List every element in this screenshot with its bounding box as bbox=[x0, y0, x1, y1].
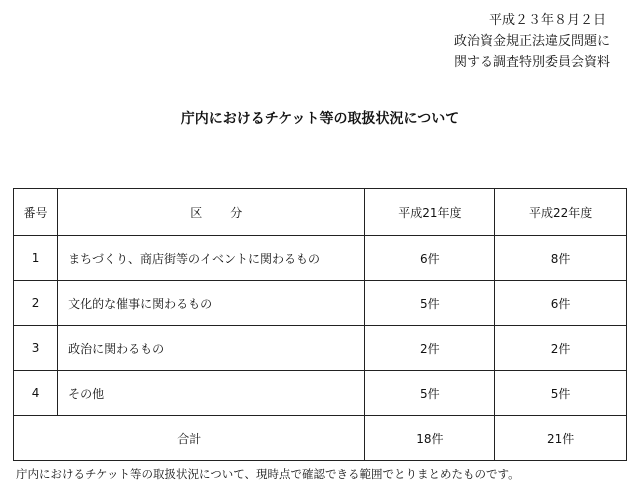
table-row bbox=[14, 236, 627, 281]
row-category: 政治に関わるもの bbox=[58, 326, 365, 371]
row-year22-count: 6件 bbox=[495, 281, 627, 326]
row-category: その他 bbox=[58, 371, 365, 416]
header-category-char-2: 分 bbox=[230, 205, 243, 220]
row-year21-count: 5件 bbox=[365, 371, 495, 416]
committee-line-1: 政治資金規正法違反問題に bbox=[453, 34, 610, 49]
header-category bbox=[58, 189, 365, 236]
row-year21-count: 5件 bbox=[365, 281, 495, 326]
document-header bbox=[454, 10, 610, 73]
row-number: 4 bbox=[14, 371, 58, 416]
row-number: 1 bbox=[14, 236, 58, 281]
row-year22-count: 8件 bbox=[495, 236, 627, 281]
row-year22-count: 5件 bbox=[495, 371, 627, 416]
row-category: 文化的な催事に関わるもの bbox=[58, 281, 365, 326]
ticket-summary-table bbox=[13, 188, 627, 461]
header-year21: 平成21年度 bbox=[365, 189, 495, 236]
table-total-row bbox=[14, 416, 627, 461]
header-number: 番号 bbox=[14, 189, 58, 236]
total-year21-count: 18件 bbox=[365, 416, 495, 461]
document-date: 平成２３年８月２日 bbox=[488, 13, 606, 28]
header-year22: 平成22年度 bbox=[495, 189, 627, 236]
row-number: 2 bbox=[14, 281, 58, 326]
committee-line-2: 関する調査特別委員会資料 bbox=[453, 55, 610, 70]
document-title: 庁内におけるチケット等の取扱状況について bbox=[180, 111, 460, 127]
total-year22-count: 21件 bbox=[495, 416, 627, 461]
row-number: 3 bbox=[14, 326, 58, 371]
row-category: まちづくり、商店街等のイベントに関わるもの bbox=[58, 236, 365, 281]
row-year21-count: 6件 bbox=[365, 236, 495, 281]
table-row bbox=[14, 326, 627, 371]
header-category-char-1: 区 bbox=[190, 205, 203, 220]
total-label: 合計 bbox=[14, 416, 365, 461]
row-year21-count: 2件 bbox=[365, 326, 495, 371]
table-row bbox=[14, 281, 627, 326]
table-header-row bbox=[14, 189, 627, 236]
table-row bbox=[14, 371, 627, 416]
footnote: 庁内におけるチケット等の取扱状況について、現時点で確認できる範囲でとりまとめたものです。 bbox=[16, 467, 520, 481]
row-year22-count: 2件 bbox=[495, 326, 627, 371]
